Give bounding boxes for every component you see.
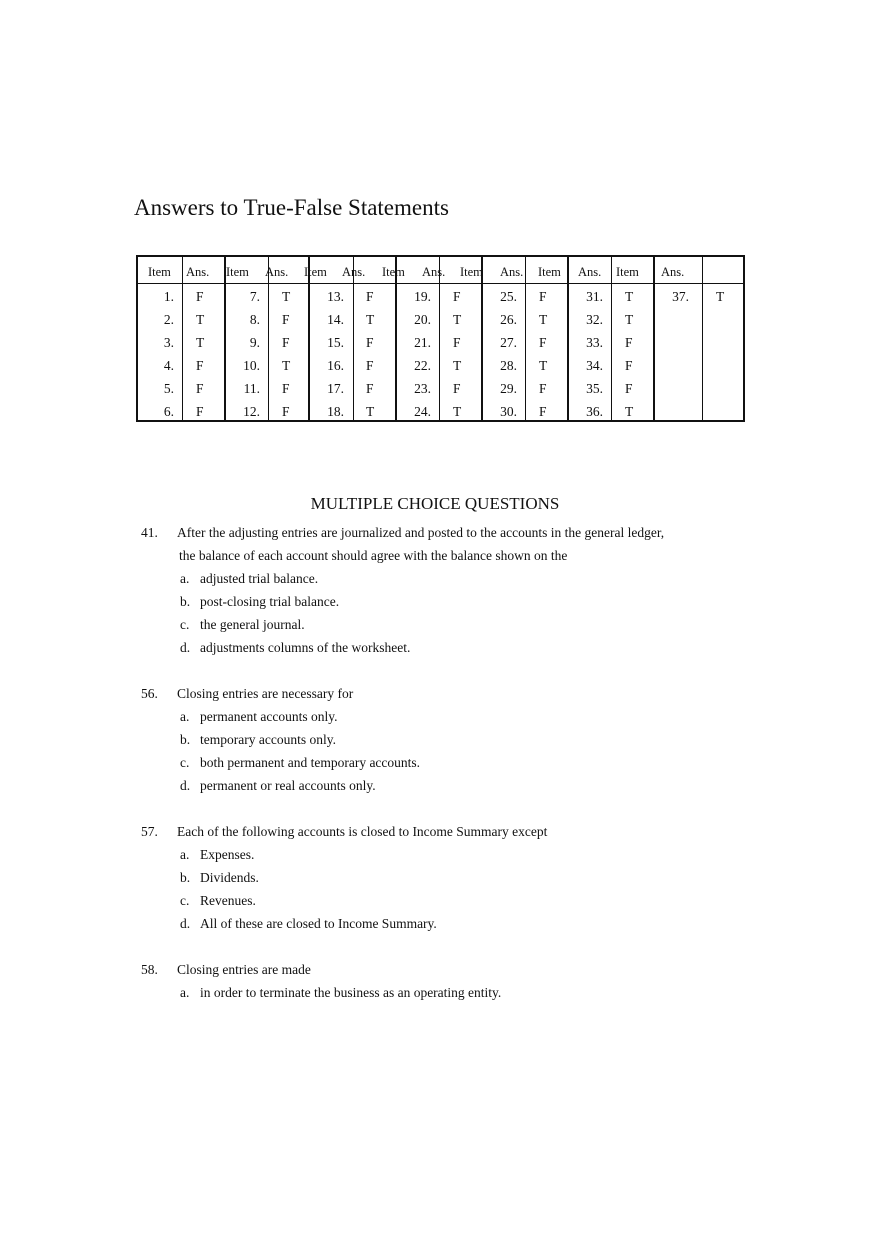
table-header-cell: Item xyxy=(226,265,249,279)
table-answer: T xyxy=(196,335,205,350)
table-answer: F xyxy=(196,404,204,419)
table-answer: T xyxy=(539,358,548,373)
option-text: temporary accounts only. xyxy=(200,732,336,747)
table-answer: T xyxy=(453,312,462,327)
option-letter: b. xyxy=(180,732,191,747)
question-number: 57. xyxy=(141,824,158,839)
option-letter: c. xyxy=(180,893,190,908)
table-item-number: 33. xyxy=(586,335,603,350)
option-letter: a. xyxy=(180,709,190,724)
table-item-number: 12. xyxy=(243,404,260,419)
table-answer: T xyxy=(366,404,375,419)
table-answer: T xyxy=(625,404,634,419)
question-number: 41. xyxy=(141,525,158,540)
table-answer: F xyxy=(282,312,290,327)
table-item-number: 1. xyxy=(163,289,174,304)
table-answer: F xyxy=(625,358,633,373)
table-item-number: 15. xyxy=(327,335,344,350)
table-header-cell: Ans. xyxy=(578,265,602,279)
table-answer: F xyxy=(282,404,290,419)
question-number: 56. xyxy=(141,686,158,701)
option-text: permanent or real accounts only. xyxy=(200,778,376,793)
table-answer: F xyxy=(453,381,461,396)
option-text: Dividends. xyxy=(200,870,259,885)
table-answer: T xyxy=(196,312,205,327)
table-item-number: 11. xyxy=(243,381,260,396)
table-column-rule xyxy=(353,257,354,420)
question-text: Closing entries are made xyxy=(177,962,311,977)
question-text: Each of the following accounts is closed to Income Summary except xyxy=(177,824,548,839)
option-letter: d. xyxy=(180,916,191,931)
table-answer: F xyxy=(196,289,204,304)
table-answer: T xyxy=(539,312,548,327)
table-item-number: 10. xyxy=(243,358,260,373)
table-header-cell: Ans. xyxy=(265,265,289,279)
table-item-number: 8. xyxy=(249,312,260,327)
table-item-number: 24. xyxy=(414,404,431,419)
table-answer: F xyxy=(539,381,547,396)
table-item-number: 21. xyxy=(414,335,431,350)
table-answer: F xyxy=(539,404,547,419)
question-text: After the adjusting entries are journalized and posted to the accounts in the general ledger, xyxy=(177,525,665,540)
table-item-number: 23. xyxy=(414,381,431,396)
option-letter: c. xyxy=(180,617,190,632)
table-answer: F xyxy=(625,335,633,350)
table-answer: T xyxy=(625,289,634,304)
table-header-cell: Item xyxy=(460,265,483,279)
option-text: both permanent and temporary accounts. xyxy=(200,755,421,770)
table-item-number: 37. xyxy=(672,289,689,304)
table-column-rule xyxy=(525,257,526,420)
table-item-number: 20. xyxy=(414,312,431,327)
table-header-cell: Ans. xyxy=(186,265,210,279)
table-item-number: 4. xyxy=(163,358,174,373)
question-number: 58. xyxy=(141,962,158,977)
table-item-number: 16. xyxy=(327,358,344,373)
table-header-cell: Item xyxy=(382,265,405,279)
table-answer: T xyxy=(453,404,462,419)
question-text: Closing entries are necessary for xyxy=(177,686,354,701)
table-item-number: 28. xyxy=(500,358,517,373)
table-item-number: 27. xyxy=(500,335,517,350)
table-item-number: 5. xyxy=(163,381,174,396)
option-letter: a. xyxy=(180,847,190,862)
table-item-number: 18. xyxy=(327,404,344,419)
table-answer: T xyxy=(716,289,725,304)
table-answer: F xyxy=(196,381,204,396)
page-heading: Answers to True-False Statements xyxy=(134,195,449,220)
table-answer: F xyxy=(282,381,290,396)
table-answer: F xyxy=(196,358,204,373)
table-item-number: 34. xyxy=(586,358,603,373)
table-answer: F xyxy=(366,381,374,396)
table-item-number: 29. xyxy=(500,381,517,396)
table-item-number: 19. xyxy=(414,289,431,304)
option-letter: a. xyxy=(180,571,190,586)
table-item-number: 14. xyxy=(327,312,344,327)
table-header-cell: Ans. xyxy=(422,265,446,279)
table-item-number: 7. xyxy=(249,289,260,304)
table-item-number: 31. xyxy=(586,289,603,304)
table-column-rule xyxy=(653,257,655,420)
table-header-cell: Ans. xyxy=(500,265,524,279)
table-column-rule xyxy=(439,257,440,420)
table-answer: F xyxy=(282,335,290,350)
table-answer: F xyxy=(453,289,461,304)
option-letter: b. xyxy=(180,870,191,885)
table-header-cell: Ans. xyxy=(661,265,685,279)
option-text: adjustments columns of the worksheet. xyxy=(200,640,411,655)
option-text: the general journal. xyxy=(200,617,305,632)
table-item-number: 25. xyxy=(500,289,517,304)
option-letter: d. xyxy=(180,640,191,655)
option-text: Expenses. xyxy=(200,847,255,862)
table-item-number: 26. xyxy=(500,312,517,327)
table-item-number: 9. xyxy=(249,335,260,350)
table-item-number: 22. xyxy=(414,358,431,373)
question-text-continued: the balance of each account should agree with the balance shown on the xyxy=(179,548,568,563)
table-answer: F xyxy=(453,335,461,350)
true-false-answer-table xyxy=(136,255,745,422)
table-item-number: 32. xyxy=(586,312,603,327)
table-answer: T xyxy=(282,358,291,373)
table-answer: T xyxy=(625,312,634,327)
option-text: All of these are closed to Income Summary. xyxy=(200,916,437,931)
option-letter: b. xyxy=(180,594,191,609)
table-item-number: 13. xyxy=(327,289,344,304)
table-item-number: 30. xyxy=(500,404,517,419)
option-letter: c. xyxy=(180,755,190,770)
table-answer: T xyxy=(453,358,462,373)
table-answer: F xyxy=(539,335,547,350)
section-title: MULTIPLE CHOICE QUESTIONS xyxy=(310,494,560,513)
table-item-number: 3. xyxy=(163,335,174,350)
table-header-cell: Item xyxy=(304,265,327,279)
table-header-cell: Item xyxy=(616,265,639,279)
table-header-cell: Ans. xyxy=(342,265,366,279)
table-header-cell: Item xyxy=(538,265,561,279)
table-column-rule xyxy=(268,257,269,420)
option-text: post-closing trial balance. xyxy=(200,594,340,609)
table-column-rule xyxy=(182,257,183,420)
table-answer: F xyxy=(366,335,374,350)
table-answer: F xyxy=(366,358,374,373)
option-letter: d. xyxy=(180,778,191,793)
option-text: in order to terminate the business as an operating entity. xyxy=(200,985,502,1000)
table-answer: T xyxy=(366,312,375,327)
table-header-cell: Item xyxy=(148,265,171,279)
table-item-number: 36. xyxy=(586,404,603,419)
table-answer: T xyxy=(282,289,291,304)
option-text: permanent accounts only. xyxy=(200,709,338,724)
option-text: Revenues. xyxy=(200,893,256,908)
table-item-number: 17. xyxy=(327,381,344,396)
table-answer: F xyxy=(625,381,633,396)
table-column-rule xyxy=(611,257,612,420)
table-item-number: 2. xyxy=(163,312,174,327)
table-item-number: 35. xyxy=(586,381,603,396)
table-item-number: 6. xyxy=(163,404,174,419)
table-answer: F xyxy=(539,289,547,304)
table-answer: F xyxy=(366,289,374,304)
table-column-rule xyxy=(702,257,703,420)
option-text: adjusted trial balance. xyxy=(200,571,319,586)
option-letter: a. xyxy=(180,985,190,1000)
